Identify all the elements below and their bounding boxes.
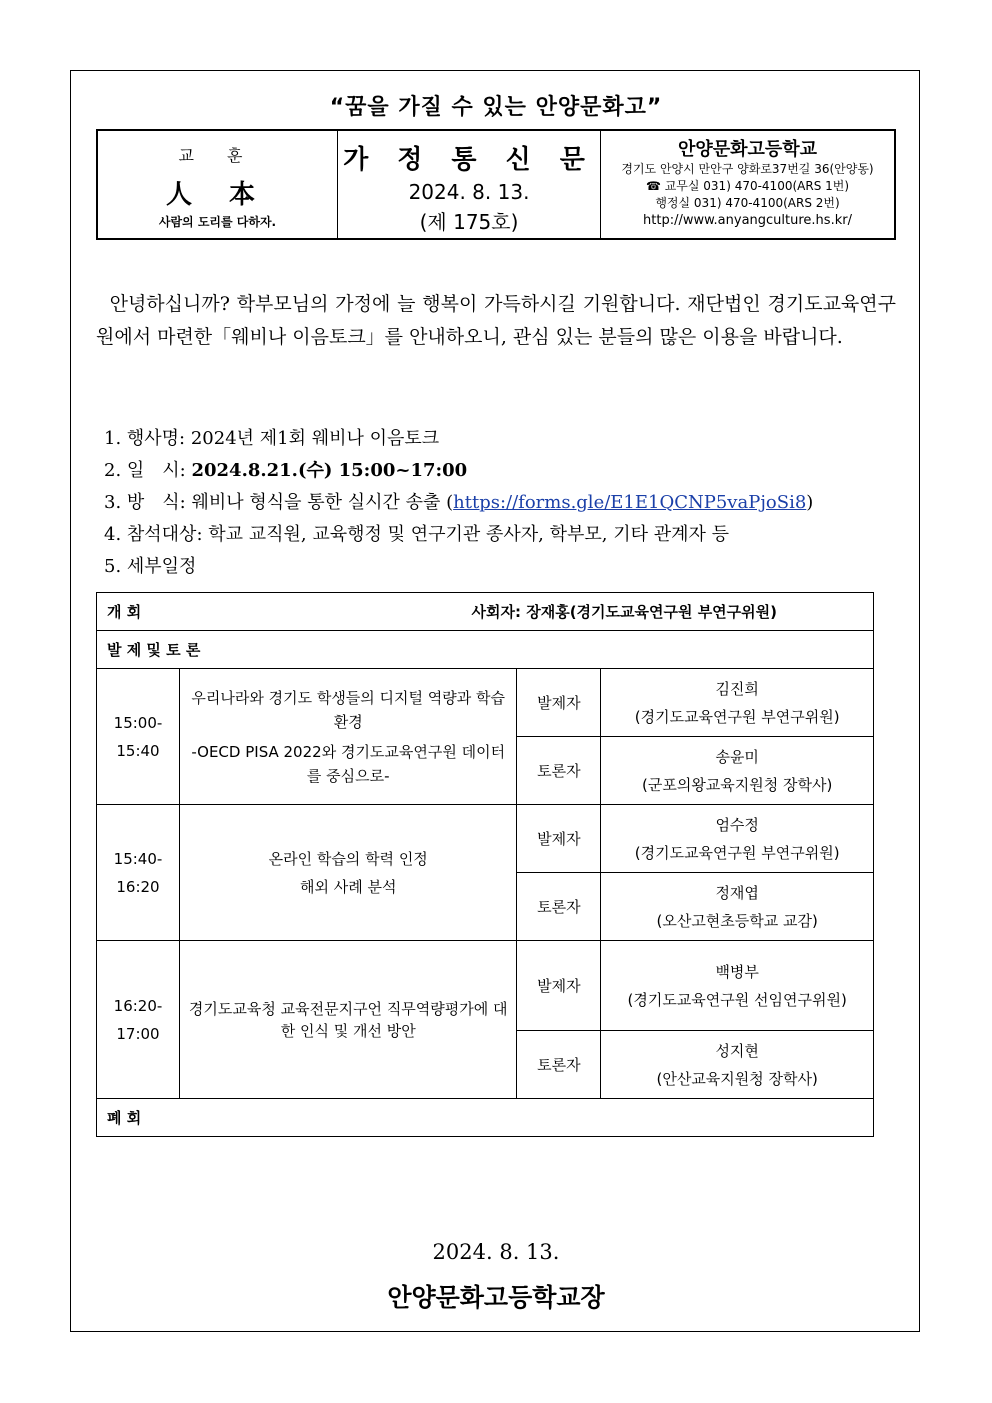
discussant-name: 정재엽 (715, 883, 759, 902)
school-name: 안양문화고등학교 (677, 139, 818, 160)
schedule-heading: 5. 세부일정 (104, 556, 197, 577)
table-row (97, 1099, 874, 1137)
presenter-name: 김진희 (715, 679, 759, 698)
footer-signature: 안양문화고등학교장 (387, 1283, 605, 1312)
motto-sub: 사람의 도리를 다하자. (158, 215, 277, 229)
school-motto-box (98, 131, 338, 238)
moderator: 사회자: 장재홍(경기도교육연구원 부연구위원) (471, 602, 777, 621)
intro-paragraph (96, 288, 896, 354)
presenter (601, 941, 874, 1031)
presenter (601, 669, 874, 737)
presenter-org: (경기도교육연구원 부연구위원) (634, 707, 840, 726)
school-phone-office: ☎ 교무실 031) 470-4100(ARS 1번) (645, 179, 850, 193)
session-topic (179, 669, 517, 805)
time-start: 15:40- (113, 849, 163, 868)
datetime-value: 2024.8.21.(수) 15:00~17:00 (191, 460, 468, 481)
discussant (601, 1031, 874, 1099)
table-row (97, 941, 874, 1031)
presenter-role: 발제자 (517, 805, 601, 873)
newsletter-date: 2024. 8. 13. (408, 180, 530, 204)
school-url[interactable]: http://www.anyangculture.hs.kr/ (643, 213, 852, 228)
presenter-org: (경기도교육연구원 선임연구위원) (627, 990, 847, 1009)
opening-label: 개 회 (107, 602, 142, 621)
time-end: 16:20 (116, 877, 160, 896)
discussant-org: (군포의왕교육지원청 장학사) (642, 775, 833, 794)
table-row (97, 631, 874, 669)
time-end: 15:40 (116, 741, 160, 760)
topic-line2: 해외 사례 분석 (299, 877, 397, 896)
registration-link[interactable]: https://forms.gle/E1E1QCNP5vaPjoSi8 (453, 492, 807, 513)
presenter-role: 발제자 (517, 941, 601, 1031)
event-datetime (104, 459, 904, 491)
session-time (97, 669, 180, 805)
closing-label: 폐 회 (97, 1099, 874, 1137)
school-info-box (601, 131, 894, 238)
school-address: 경기도 안양시 만안구 양화로37번길 36(안양동) (621, 162, 874, 176)
discussant-name: 성지현 (715, 1041, 759, 1060)
presenter (601, 805, 874, 873)
discussant (601, 873, 874, 941)
motto-main: 人 本 (165, 180, 270, 210)
intro-text: 안녕하십니까? 학부모님의 가정에 늘 행복이 가득하시길 기원합니다. 재단법인 경기도교육연구원에서 마련한「웨비나 이음토크」를 안내하오니, 관심 있는 분들의 많은 이용을 바랍니다. (96, 293, 896, 348)
section-label: 발 제 및 토 론 (97, 631, 874, 669)
event-audience: 4. 참석대상: 학교 교직원, 교육행정 및 연구기관 종사자, 학부모, 기타 관계자 등 (104, 524, 729, 545)
letterhead (96, 129, 896, 240)
discussant (601, 737, 874, 805)
presenter-org: (경기도교육연구원 부연구위원) (634, 843, 840, 862)
newsletter-issue: (제 175호) (419, 210, 519, 234)
discussant-org: (오산고현초등학교 교감) (656, 911, 818, 930)
table-row (97, 593, 874, 631)
newsletter-title: 가 정 통 신 문 (343, 145, 595, 175)
motto-label: 교 훈 (178, 146, 257, 165)
event-method (104, 491, 904, 523)
presenter-role: 발제자 (517, 669, 601, 737)
discussant-org: (안산교육지원청 장학사) (656, 1069, 818, 1088)
newsletter-box (338, 131, 601, 238)
time-start: 16:20- (113, 996, 163, 1015)
opening-row (97, 593, 874, 631)
presenter-name: 엄수정 (715, 815, 759, 834)
discussant-name: 송윤미 (715, 747, 759, 766)
schedule-table (96, 592, 874, 1137)
topic-line1: 경기도교육청 교육전문지구언 직무역량평가에 대한 인식 및 개선 방안 (188, 999, 508, 1040)
method-label: 3. 방 식: 웨비나 형식을 통한 실시간 송출 ( (104, 492, 454, 513)
discussant-role: 토론자 (517, 737, 601, 805)
session-time (97, 941, 180, 1099)
session-time (97, 805, 180, 941)
topic-line1: 온라인 학습의 학력 인정 (268, 849, 428, 868)
discussant-role: 토론자 (517, 873, 601, 941)
session-topic (179, 941, 517, 1099)
time-start: 15:00- (113, 713, 163, 732)
time-end: 17:00 (116, 1024, 160, 1043)
discussant-role: 토론자 (517, 1031, 601, 1099)
footer-date: 2024. 8. 13. (432, 1240, 560, 1264)
datetime-label: 2. 일 시: (104, 460, 192, 481)
event-name: 1. 행사명: 2024년 제1회 웨비나 이음토크 (104, 428, 440, 449)
topic-line1: 우리나라와 경기도 학생들의 디지털 역량과 학습 환경 (191, 688, 506, 731)
event-details (104, 427, 904, 587)
topic-line2: -OECD PISA 2022와 경기도교육연구원 데이터를 중심으로- (191, 742, 506, 785)
school-phone-admin: 행정실 031) 470-4100(ARS 2번) (655, 196, 840, 210)
table-row (97, 669, 874, 737)
presenter-name: 백병부 (715, 962, 759, 981)
session-topic (179, 805, 517, 941)
table-row (97, 805, 874, 873)
school-slogan: “꿈을 가질 수 있는 안양문화고” (329, 95, 663, 120)
method-close: ) (806, 492, 814, 513)
